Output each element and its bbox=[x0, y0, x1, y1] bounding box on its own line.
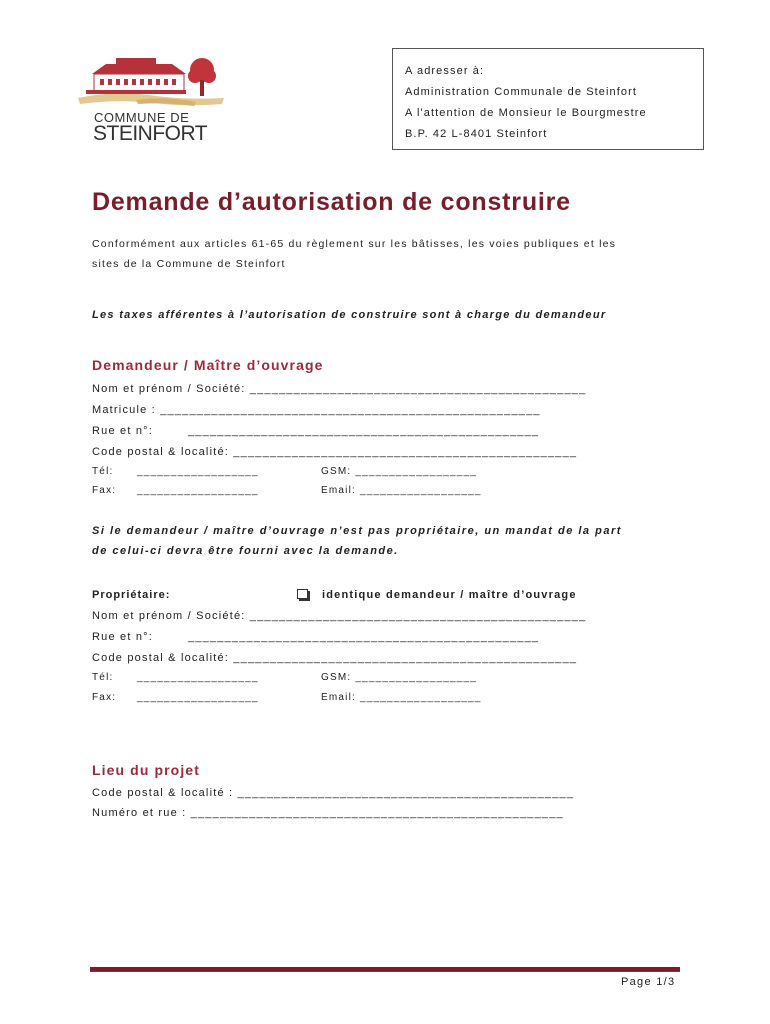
owner-fax-label: Fax: bbox=[92, 692, 117, 703]
owner-fax-field[interactable]: __________________ bbox=[137, 692, 259, 703]
address-line: A adresser à: bbox=[405, 65, 485, 77]
applicant-gsm-field[interactable]: GSM: __________________ bbox=[321, 466, 478, 477]
logo-building-body bbox=[94, 74, 184, 92]
same-as-applicant-checkbox[interactable] bbox=[297, 589, 308, 599]
tax-notice: Les taxes afférentes à l’autorisation de construire sont à charge du demandeur bbox=[92, 309, 607, 321]
project-postal-field[interactable]: Code postal & localité : ______________________________________________ bbox=[92, 787, 575, 799]
applicant-name-field[interactable]: Nom et prénom / Société: ______________________________________________ bbox=[92, 383, 587, 395]
logo-building-base bbox=[86, 90, 186, 94]
logo-building-tower bbox=[116, 58, 156, 66]
logo-text-commune: COMMUNE DE bbox=[94, 110, 190, 125]
project-heading: Lieu du projet bbox=[92, 762, 200, 778]
owner-street-field[interactable]: ________________________________________________ bbox=[188, 631, 540, 643]
owner-name-field[interactable]: Nom et prénom / Société: ______________________________________________ bbox=[92, 610, 587, 622]
owner-gsm-field[interactable]: GSM: __________________ bbox=[321, 672, 478, 683]
owner-postal-field[interactable]: Code postal & localité: _______________________________________________ bbox=[92, 652, 578, 664]
mandate-note-line-2: de celui-ci devra être fourni avec la demande. bbox=[92, 545, 399, 557]
applicant-fax-field[interactable]: __________________ bbox=[137, 485, 259, 496]
applicant-matricule-field[interactable]: Matricule : ____________________________________________________ bbox=[92, 404, 541, 416]
intro-line-2: sites de la Commune de Steinfort bbox=[92, 258, 286, 270]
address-line: A l'attention de Monsieur le Bourgmestre bbox=[405, 107, 647, 119]
owner-tel-field[interactable]: __________________ bbox=[137, 672, 259, 683]
applicant-tel-label: Tél: bbox=[92, 466, 114, 477]
owner-email-field[interactable]: Email: __________________ bbox=[321, 692, 482, 703]
project-street-field[interactable]: Numéro et rue : ___________________________________________________ bbox=[92, 807, 564, 819]
address-line: B.P. 42 L-8401 Steinfort bbox=[405, 128, 548, 140]
applicant-postal-field[interactable]: Code postal & localité: _______________________________________________ bbox=[92, 446, 578, 458]
footer-divider bbox=[90, 967, 680, 972]
applicant-street-field[interactable]: ________________________________________________ bbox=[188, 425, 540, 437]
applicant-heading: Demandeur / Maître d’ouvrage bbox=[92, 357, 324, 373]
applicant-email-field[interactable]: Email: __________________ bbox=[321, 485, 482, 496]
owner-label: Propriétaire: bbox=[92, 589, 171, 601]
intro-text bbox=[92, 234, 692, 274]
applicant-street-label: Rue et n°: bbox=[92, 425, 154, 437]
applicant-tel-field[interactable]: __________________ bbox=[137, 466, 259, 477]
owner-street-label: Rue et n°: bbox=[92, 631, 154, 643]
logo-tree-trunk bbox=[200, 80, 204, 96]
address-box bbox=[392, 48, 704, 150]
logo-text-steinfort: STEINFORT bbox=[93, 122, 208, 145]
page-number: Page 1/3 bbox=[621, 976, 676, 988]
address-line: Administration Communale de Steinfort bbox=[405, 86, 638, 98]
applicant-fax-label: Fax: bbox=[92, 485, 117, 496]
intro-line-1: Conformément aux articles 61-65 du règlement sur les bâtisses, les voies publiques et les bbox=[92, 238, 617, 250]
mandate-note-line-1: Si le demandeur / maître d’ouvrage n’est pas propriétaire, un mandat de la part bbox=[92, 525, 622, 537]
owner-tel-label: Tél: bbox=[92, 672, 114, 683]
same-as-applicant-label: identique demandeur / maître d’ouvrage bbox=[322, 589, 577, 601]
page-title: Demande d’autorisation de construire bbox=[92, 188, 571, 216]
